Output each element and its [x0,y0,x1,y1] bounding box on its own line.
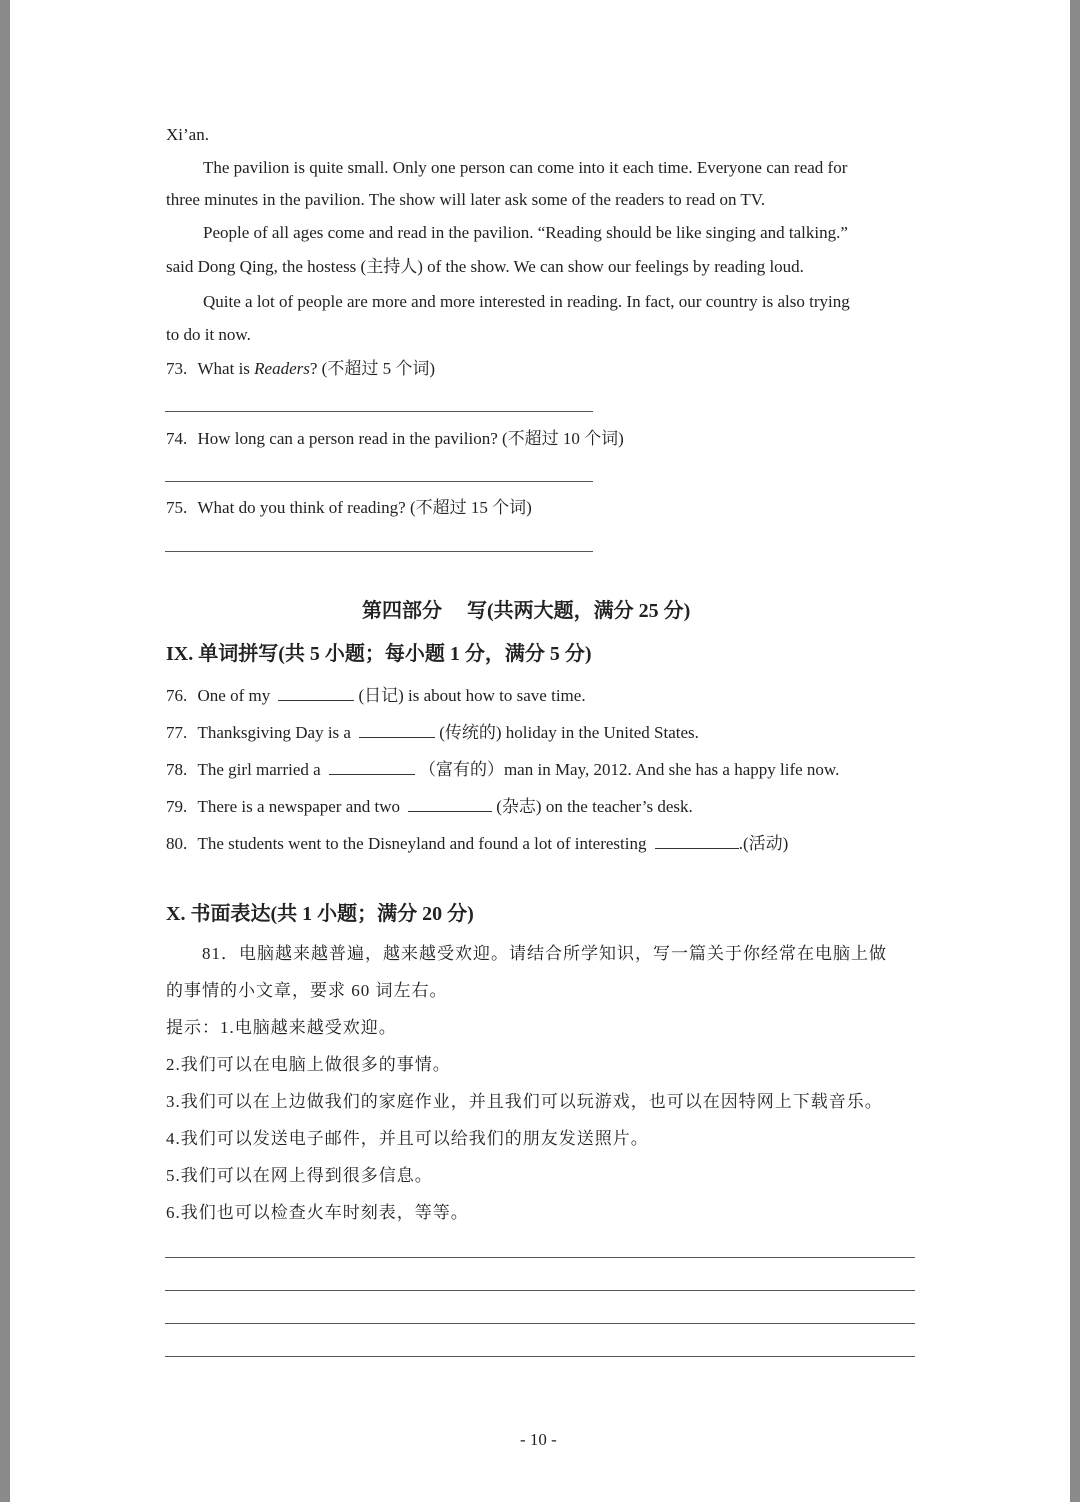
item-number: 80. [166,834,188,853]
passage-line: Xi’an. [166,125,209,144]
part-title: 第四部分 写(共两大题，满分 25 分) [362,600,691,622]
section-title: X. 书面表达(共 1 小题；满分 20 分) [166,903,474,925]
item-number: 76. [166,686,188,705]
item-text-before: There is a newspaper and two [197,797,401,816]
spelling-item-78 [166,760,839,778]
passage-line: The pavilion is quite small. Only one person can come into it each time. Everyone can read for [203,158,848,177]
blank-input[interactable] [408,797,492,812]
writing-line[interactable] [165,1356,915,1357]
writing-prompt-line: 81．电脑越来越普遍，越来越受欢迎。请结合所学知识，写一篇关于你经常在电脑上做 [202,944,887,963]
spelling-item-76 [166,686,586,704]
blank-input[interactable] [655,834,739,849]
question-75 [166,499,532,516]
hint-line: 3.我们可以在上边做我们的家庭作业，并且我们可以玩游戏，也可以在因特网上下载音乐。 [166,1092,883,1111]
hint-line: 2.我们可以在电脑上做很多的事情。 [166,1055,451,1074]
blank-input[interactable] [359,723,435,738]
writing-line[interactable] [165,1323,915,1324]
spelling-item-77 [166,723,699,741]
section-title: IX. 单词拼写(共 5 小题；每小题 1 分，满分 5 分) [166,643,592,665]
blank-input[interactable] [329,760,415,775]
item-text-after: (日记) is about how to save time. [358,686,586,705]
exam-page [10,0,1070,1502]
passage-line: People of all ages come and read in the pavilion. “Reading should be like singing and talking.” [203,223,848,242]
hint-line: 提示：1.电脑越来越受欢迎。 [166,1018,397,1037]
answer-line-73[interactable] [165,411,593,412]
writing-prompt-line: 的事情的小文章，要求 60 词左右。 [166,981,448,1000]
hint-line: 6.我们也可以检查火车时刻表，等等。 [166,1203,469,1222]
question-74 [166,430,624,447]
question-emphasis: Readers [254,359,310,378]
item-text-after: (传统的) holiday in the United States. [439,723,699,742]
question-text-suffix: ? (不超过 5 个词) [309,359,435,378]
item-text-after: (杂志) on the teacher’s desk. [496,797,693,816]
item-text-after: .(活动) [738,834,789,853]
item-text-after: （富有的）man in May, 2012. And she has a happy life now. [418,760,840,779]
page-number: - 10 - [520,1430,557,1449]
hint-line: 4.我们可以发送电子邮件，并且可以给我们的朋友发送照片。 [166,1129,649,1148]
passage-line: Quite a lot of people are more and more interested in reading. In fact, our country is also trying [203,292,850,311]
item-number: 78. [166,760,188,779]
spelling-item-79 [166,797,693,815]
question-text: What is [197,359,250,378]
item-text-before: The students went to the Disneyland and found a lot of interesting [197,834,647,853]
passage-line: said Dong Qing, the hostess (主持人) of the show. We can show our feelings by reading loud. [166,257,804,276]
answer-line-75[interactable] [165,551,593,552]
question-number: 75. [166,498,188,517]
question-number: 73. [166,359,188,378]
item-number: 79. [166,797,188,816]
item-number: 77. [166,723,188,742]
item-text-before: One of my [197,686,271,705]
question-number: 74. [166,429,188,448]
question-text: How long can a person read in the pavilion? (不超过 10 个词) [197,429,624,448]
item-text-before: The girl married a [197,760,321,779]
question-text: What do you think of reading? (不超过 15 个词) [197,498,532,517]
answer-line-74[interactable] [165,481,593,482]
blank-input[interactable] [278,686,354,701]
passage-line: three minutes in the pavilion. The show will later ask some of the readers to read on TV. [166,190,766,209]
spelling-item-80 [166,834,788,852]
item-text-before: Thanksgiving Day is a [197,723,351,742]
hint-line: 5.我们可以在网上得到很多信息。 [166,1166,433,1185]
writing-line[interactable] [165,1257,915,1258]
passage-line: to do it now. [166,325,251,344]
writing-line[interactable] [165,1290,915,1291]
question-73 [166,360,435,377]
